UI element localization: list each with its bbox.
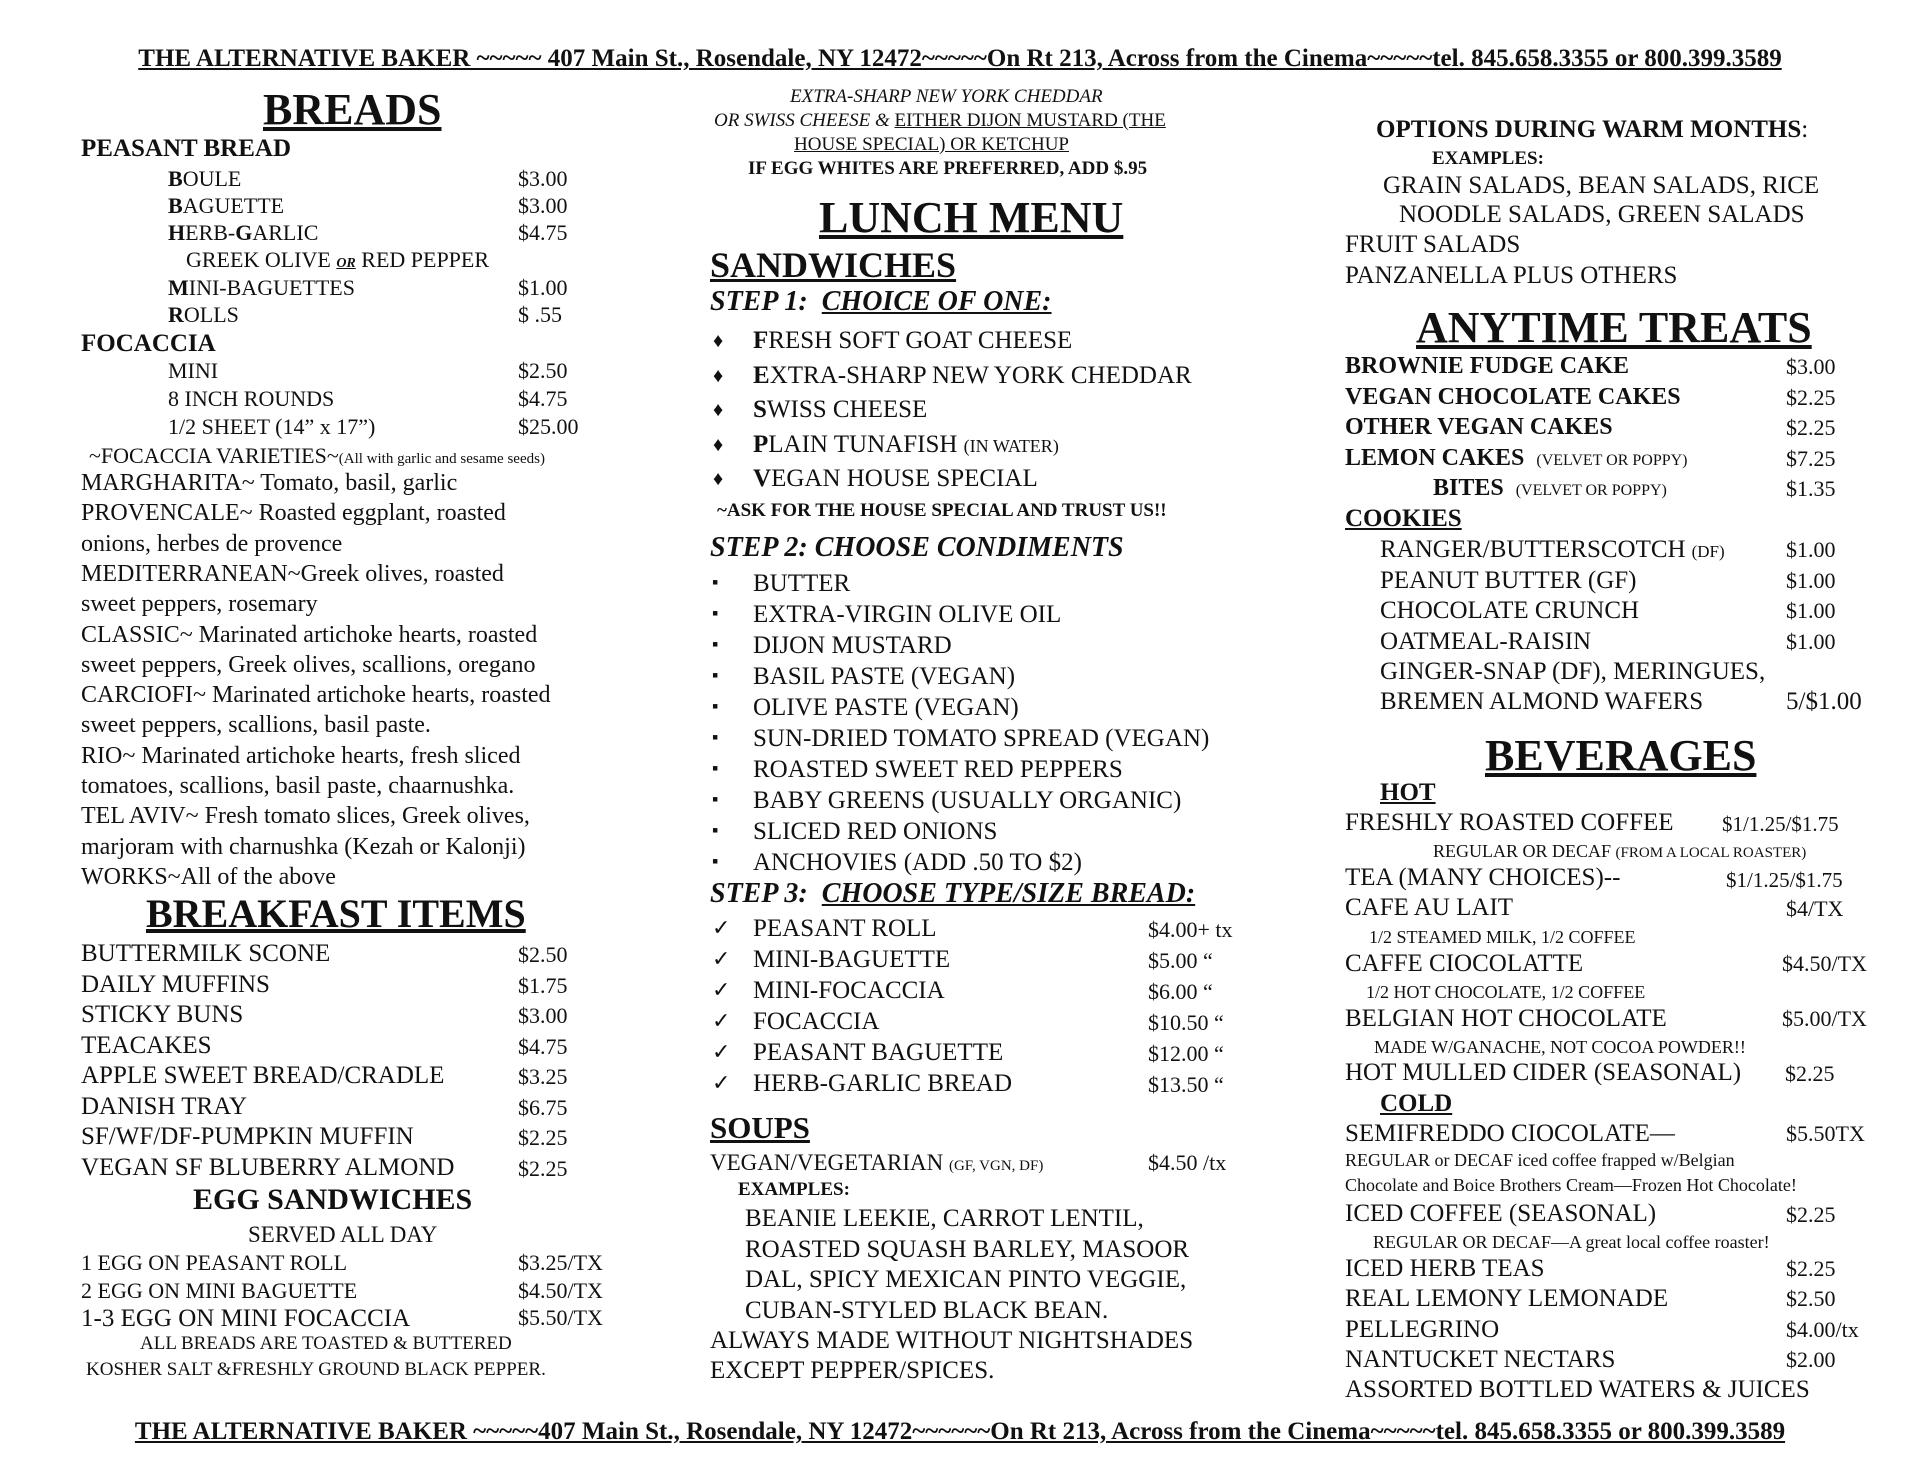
breakfast-item-price: $2.25 — [518, 1155, 568, 1181]
bread-option-name: MINI-FOCACCIA — [753, 977, 945, 1004]
treat-item — [1345, 445, 1688, 472]
egg-subtitle: SERVED ALL DAY — [248, 1222, 438, 1247]
check-icon: ✓ — [712, 977, 731, 1002]
check-icon: ✓ — [712, 946, 731, 971]
step1-item-note: (IN WATER) — [963, 435, 1059, 456]
check-icon: ✓ — [712, 1070, 731, 1095]
variety-line: RIO~ Marinated artichoke hearts, fresh sliced — [81, 742, 521, 769]
egg-cheese-line-2a: OR SWISS CHEESE & — [714, 110, 895, 131]
belgian-name: BELGIAN HOT CHOCOLATE — [1345, 1005, 1667, 1032]
soup-line — [710, 1150, 1043, 1176]
bread-option-price: $12.00 “ — [1148, 1041, 1224, 1066]
breakfast-item-name: SF/WF/DF-PUMPKIN MUFFIN — [81, 1123, 414, 1150]
peasant-item-initial-2: G — [235, 220, 253, 245]
cold-drink-name: ICED HERB TEAS — [1345, 1255, 1545, 1282]
ciocolatte-price: $4.50/TX — [1782, 951, 1867, 976]
step1-item-initial: E — [753, 361, 770, 389]
egg-whites-note: IF EGG WHITES ARE PREFERRED, ADD $.95 — [748, 158, 1148, 179]
cookie-item-price: $1.00 — [1786, 537, 1836, 562]
breakfast-item-name: DAILY MUFFINS — [81, 970, 270, 998]
peasant-item-price: $ .55 — [518, 302, 562, 327]
breakfast-item-name: TEACAKES — [81, 1031, 212, 1059]
step1-item-rest: WISS CHEESE — [766, 396, 928, 423]
condiment-item: OLIVE PASTE (VEGAN) — [753, 694, 1019, 721]
egg-cheese-line-3: HOUSE SPECIAL) OR KETCHUP — [794, 134, 1069, 155]
cookies-line-5: GINGER-SNAP (DF), MERINGUES, — [1380, 658, 1766, 685]
step1-item — [753, 362, 1192, 390]
warm-examples-label: EXAMPLES: — [1432, 148, 1544, 169]
focaccia-item-name: MINI — [168, 358, 219, 383]
peasant-item-rest: ERB- — [185, 220, 236, 245]
condiment-item: ANCHOVIES (ADD .50 TO $2) — [753, 849, 1082, 876]
cold-drink-price: $2.00 — [1786, 1346, 1836, 1372]
peasant-item-initial: M — [168, 275, 189, 300]
square-bullet-icon: ▪ — [712, 696, 719, 716]
treat-item-note: (VELVET OR POPPY) — [1536, 451, 1688, 469]
greek-olive-line — [186, 247, 489, 273]
nightshades-line-2: EXCEPT PEPPER/SPICES. — [710, 1357, 995, 1384]
coffee-note — [1433, 841, 1806, 862]
coffee-name: FRESHLY ROASTED COFFEE — [1345, 809, 1674, 836]
peasant-item-initial: R — [168, 302, 184, 327]
treats-title: ANYTIME TREATS — [1416, 303, 1812, 352]
cider-price: $2.25 — [1785, 1061, 1835, 1086]
focaccia-item-name: 8 INCH ROUNDS — [168, 386, 335, 411]
bottled-waters: ASSORTED BOTTLED WATERS & JUICES — [1345, 1376, 1810, 1403]
aulait-price: $4/TX — [1786, 896, 1844, 921]
variety-line: PROVENCALE~ Roasted eggplant, roasted — [81, 500, 506, 527]
breakfast-item-name: APPLE SWEET BREAD/CRADLE — [81, 1062, 445, 1089]
soup-examples-label: EXAMPLES: — [738, 1179, 850, 1200]
varieties-note: (All with garlic and sesame seeds) — [338, 451, 545, 467]
breakfast-title: BREAKFAST ITEMS — [146, 891, 526, 936]
step1-item — [753, 327, 1072, 355]
step3-text: CHOOSE TYPE/SIZE BREAD: — [821, 878, 1196, 909]
egg-item-price: $5.50/TX — [518, 1305, 603, 1330]
greek-olive-or: OR — [336, 256, 356, 271]
bread-option-name: HERB-GARLIC BREAD — [753, 1070, 1013, 1097]
greek-olive-text: GREEK OLIVE — [186, 247, 331, 272]
warm-line-1: GRAIN SALADS, BEAN SALADS, RICE — [1383, 172, 1820, 199]
cookie-item-price: $1.00 — [1786, 598, 1836, 623]
coffee-price: $1/1.25/$1.75 — [1722, 812, 1839, 836]
warm-months-text: OPTIONS DURING WARM MONTHS — [1376, 116, 1802, 143]
variety-line: tomatoes, scallions, basil paste, chaarnushka. — [81, 773, 515, 799]
step3-label: STEP 3: — [710, 878, 808, 909]
bread-option-name: MINI-BAGUETTE — [753, 946, 951, 973]
nightshades-line-1: ALWAYS MADE WITHOUT NIGHTSHADES — [710, 1327, 1194, 1354]
step1-item — [753, 431, 1059, 459]
breakfast-item-price: $2.25 — [518, 1125, 568, 1150]
warm-line-4: PANZANELLA PLUS OTHERS — [1345, 262, 1678, 289]
square-bullet-icon: ▪ — [712, 634, 719, 654]
cookie-item-price: $1.00 — [1786, 567, 1836, 593]
variety-line: CARCIOFI~ Marinated artichoke hearts, roasted — [81, 682, 551, 709]
semifreddo-name: SEMIFREDDO CIOCOLATE— — [1345, 1120, 1675, 1147]
egg-title: EGG SANDWICHES — [193, 1183, 473, 1216]
soup-example-line: CUBAN-STYLED BLACK BEAN. — [745, 1296, 1109, 1324]
egg-item-name: 1-3 EGG ON MINI FOCACCIA — [81, 1305, 411, 1332]
variety-line: sweet peppers, rosemary — [81, 591, 318, 618]
treat-item-price: $2.25 — [1786, 384, 1836, 410]
treat-item-name: OTHER VEGAN CAKES — [1345, 414, 1613, 440]
cookies-line-6-price: 5/$1.00 — [1786, 688, 1862, 715]
egg-item-price: $3.25/TX — [518, 1250, 603, 1275]
iced-coffee-note: REGULAR OR DECAF—A great local coffee roaster! — [1373, 1232, 1770, 1252]
bread-option-name: PEASANT BAGUETTE — [753, 1039, 1004, 1066]
step1-item-initial: F — [753, 327, 769, 354]
peasant-item-rest: OULE — [182, 166, 242, 191]
egg-item-name: 2 EGG ON MINI BAGUETTE — [81, 1277, 358, 1303]
peasant-item — [168, 275, 355, 301]
house-special-note: ~ASK FOR THE HOUSE SPECIAL AND TRUST US!! — [717, 500, 1167, 521]
bread-option-name: FOCACCIA — [753, 1008, 880, 1035]
breakfast-item-price: $6.75 — [518, 1094, 568, 1120]
step1-item-rest: LAIN TUNAFISH — [768, 430, 964, 458]
treat-item — [1345, 384, 1681, 411]
step1-item-initial: P — [753, 430, 769, 458]
belgian-price: $5.00/TX — [1782, 1006, 1867, 1031]
step1-item-initial: V — [753, 465, 772, 492]
breakfast-item-price: $3.25 — [518, 1064, 568, 1089]
varieties-title-line — [89, 443, 545, 469]
step1-heading — [710, 286, 1052, 318]
egg-item-name: 1 EGG ON PEASANT ROLL — [81, 1250, 348, 1275]
soup-note: (GF, VGN, DF) — [948, 1158, 1044, 1174]
cold-drink-name: NANTUCKET NECTARS — [1345, 1345, 1616, 1373]
treat-item-name: BROWNIE FUDGE CAKE — [1345, 353, 1630, 379]
variety-line: MARGHARITA~ Tomato, basil, garlic — [81, 470, 458, 496]
treat-item-price: $2.25 — [1786, 415, 1836, 440]
peasant-item-price: $4.75 — [518, 220, 568, 245]
footer-banner: THE ALTERNATIVE BAKER ~~~~~407 Main St., Rosendale, NY 12472~~~~~~On Rt 213, Across from the Cinema~~~~~tel. 845.658.3355 or 800.399.3589 — [134, 1418, 1786, 1445]
soup-example-line: DAL, SPICY MEXICAN PINTO VEGGIE, — [745, 1266, 1187, 1293]
semifreddo-note-1: REGULAR or DECAF iced coffee frapped w/Belgian — [1345, 1150, 1735, 1170]
cold-drink-name: PELLEGRINO — [1345, 1315, 1500, 1343]
coffee-note-a: REGULAR OR DECAF — [1433, 841, 1616, 861]
step1-item-rest: RESH SOFT GOAT CHEESE — [768, 327, 1073, 354]
tea-name: TEA (MANY CHOICES)-- — [1345, 864, 1621, 891]
peasant-item-rest: AGUETTE — [182, 193, 285, 218]
check-icon: ✓ — [712, 1008, 731, 1033]
cookie-item — [1380, 628, 1591, 656]
variety-line: sweet peppers, scallions, basil paste. — [81, 712, 431, 739]
cold-drink-price: $4.00/tx — [1786, 1316, 1859, 1342]
focaccia-title: FOCACCIA — [81, 330, 216, 357]
egg-note-2: KOSHER SALT &FRESHLY GROUND BLACK PEPPER. — [86, 1359, 546, 1380]
square-bullet-icon: ▪ — [712, 820, 719, 840]
bread-option-price: $4.00+ tx — [1148, 917, 1233, 942]
square-bullet-icon: ▪ — [712, 572, 719, 592]
hot-title: HOT — [1380, 779, 1436, 806]
peasant-item-price: $1.00 — [518, 275, 568, 300]
check-icon: ✓ — [712, 1039, 731, 1064]
header-banner: THE ALTERNATIVE BAKER ~~~~~ 407 Main St., Rosendale, NY 12472~~~~~On Rt 213, Across from the Cinema~~~~~tel. 845.658.3355 or 800.399.3589 — [138, 45, 1782, 72]
peasant-item-rest: INI-BAGUETTES — [188, 275, 355, 300]
breakfast-item-price: $1.75 — [518, 972, 568, 998]
cookie-item-name: PEANUT BUTTER (GF) — [1380, 566, 1637, 594]
peasant-item-price: $3.00 — [518, 193, 568, 218]
diamond-bullet-icon: ♦ — [713, 364, 724, 387]
sandwiches-title: SANDWICHES — [710, 245, 957, 285]
treat-item-price: $3.00 — [1786, 354, 1836, 379]
soup-example-line: ROASTED SQUASH BARLEY, MASOOR — [745, 1235, 1190, 1263]
variety-line: WORKS~All of the above — [81, 863, 336, 890]
ciocolatte-name: CAFFE CIOCOLATTE — [1345, 950, 1584, 977]
semifreddo-price: $5.50TX — [1786, 1121, 1865, 1146]
treat-item-name: LEMON CAKES — [1345, 444, 1525, 471]
peasant-item-price: $3.00 — [518, 166, 568, 191]
treat-item — [1345, 414, 1613, 441]
peasant-item — [168, 302, 239, 328]
egg-cheese-line-1: EXTRA-SHARP NEW YORK CHEDDAR — [790, 86, 1103, 107]
square-bullet-icon: ▪ — [712, 665, 719, 685]
cookie-item-name: OATMEAL-RAISIN — [1380, 627, 1592, 655]
step1-item — [753, 465, 1038, 493]
treat-item-note: (VELVET OR POPPY) — [1515, 482, 1667, 499]
semifreddo-note-2: Chocolate and Boice Brothers Cream—Frozen Hot Chocolate! — [1345, 1175, 1797, 1195]
peasant-title: PEASANT BREAD — [81, 135, 291, 162]
variety-line: CLASSIC~ Marinated artichoke hearts, roasted — [81, 621, 538, 648]
warm-line-3: FRUIT SALADS — [1345, 231, 1521, 258]
focaccia-item-name: 1/2 SHEET (14” x 17”) — [168, 414, 376, 439]
cookie-item-name: CHOCOLATE CRUNCH — [1380, 597, 1640, 624]
square-bullet-icon: ▪ — [712, 727, 719, 747]
tea-price: $1/1.25/$1.75 — [1726, 868, 1843, 892]
cookie-item-note: (DF) — [1691, 542, 1725, 561]
step2-heading: STEP 2: CHOOSE CONDIMENTS — [710, 532, 1124, 563]
cookie-item-price: $1.00 — [1786, 628, 1836, 654]
treat-item — [1345, 353, 1629, 380]
breakfast-item-name: STICKY BUNS — [81, 1001, 244, 1028]
belgian-note: MADE W/GANACHE, NOT COCOA POWDER!! — [1374, 1037, 1746, 1057]
warm-line-2: NOODLE SALADS, GREEN SALADS — [1399, 201, 1805, 228]
aulait-note: 1/2 STEAMED MILK, 1/2 COFFEE — [1369, 927, 1636, 947]
cookies-title: COOKIES — [1345, 505, 1462, 532]
step1-text: CHOICE OF ONE: — [821, 286, 1052, 317]
variety-line: MEDITERRANEAN~Greek olives, roasted — [81, 560, 504, 587]
breakfast-item-price: $4.75 — [518, 1033, 568, 1059]
step3-heading — [710, 878, 1195, 910]
soup-example-line: BEANIE LEEKIE, CARROT LENTIL, — [745, 1205, 1144, 1232]
condiment-item: BABY GREENS (USUALLY ORGANIC) — [753, 787, 1182, 814]
peasant-item — [168, 220, 318, 246]
condiment-item: SLICED RED ONIONS — [753, 818, 998, 845]
cookie-item — [1380, 536, 1725, 564]
ciocolatte-note: 1/2 HOT CHOCOLATE, 1/2 COFFEE — [1366, 982, 1646, 1002]
peasant-item-rest: OLLS — [183, 302, 239, 327]
lunch-title: LUNCH MENU — [819, 193, 1124, 242]
bread-option-price: $13.50 “ — [1148, 1072, 1224, 1097]
treat-item — [1433, 475, 1667, 502]
diamond-bullet-icon: ♦ — [713, 468, 724, 490]
step1-item-rest: EGAN HOUSE SPECIAL — [771, 465, 1038, 492]
condiment-item: BASIL PASTE (VEGAN) — [753, 663, 1016, 690]
variety-line: sweet peppers, Greek olives, scallions, oregano — [81, 651, 536, 678]
diamond-bullet-icon: ♦ — [713, 399, 724, 421]
variety-line: TEL AVIV~ Fresh tomato slices, Greek olives, — [81, 803, 530, 830]
square-bullet-icon: ▪ — [712, 851, 719, 871]
breakfast-item-price: $2.50 — [518, 942, 568, 967]
cider-name: HOT MULLED CIDER (SEASONAL) — [1345, 1059, 1742, 1086]
egg-item-price: $4.50/TX — [518, 1277, 603, 1303]
cookie-item — [1380, 567, 1636, 595]
square-bullet-icon: ▪ — [712, 789, 719, 809]
egg-cheese-line-2 — [714, 110, 1166, 132]
variety-line: marjoram with charnushka (Kezah or Kalonji) — [81, 833, 526, 860]
focaccia-item-price: $25.00 — [518, 414, 579, 439]
step1-item-rest: XTRA-SHARP NEW YORK CHEDDAR — [769, 361, 1192, 389]
peasant-item-rest-2: ARLIC — [252, 220, 319, 245]
coffee-note-b: (FROM A LOCAL ROASTER) — [1615, 845, 1807, 861]
breads-title: BREADS — [263, 85, 442, 134]
bread-option-price: $10.50 “ — [1148, 1010, 1224, 1035]
peasant-item — [168, 166, 241, 192]
treat-item-price: $1.35 — [1786, 476, 1836, 501]
warm-months-colon: : — [1801, 116, 1809, 143]
bread-option-price: $5.00 “ — [1148, 948, 1213, 973]
breakfast-item-price: $3.00 — [518, 1003, 568, 1028]
treat-item-name: BITES — [1433, 475, 1504, 501]
cold-drink-name: REAL LEMONY LEMONADE — [1345, 1285, 1669, 1313]
diamond-bullet-icon: ♦ — [713, 433, 724, 456]
cold-title: COLD — [1380, 1090, 1453, 1117]
peasant-item-initial: H — [168, 220, 186, 245]
iced-coffee-price: $2.25 — [1786, 1202, 1836, 1227]
condiment-item: BUTTER — [753, 570, 851, 597]
soup-name: VEGAN/VEGETARIAN — [710, 1150, 944, 1175]
condiment-item: EXTRA-VIRGIN OLIVE OIL — [753, 601, 1062, 628]
peasant-item — [168, 193, 284, 219]
condiment-item: SUN-DRIED TOMATO SPREAD (VEGAN) — [753, 725, 1210, 752]
bread-option-name: PEASANT ROLL — [753, 915, 937, 942]
varieties-title: ~FOCACCIA VARIETIES~ — [89, 443, 339, 468]
beverages-title: BEVERAGES — [1485, 731, 1757, 780]
treat-item-name: VEGAN CHOCOLATE CAKES — [1345, 383, 1681, 410]
step1-label: STEP 1: — [710, 286, 808, 317]
iced-coffee-name: ICED COFFEE (SEASONAL) — [1345, 1200, 1657, 1227]
condiment-item: DIJON MUSTARD — [753, 632, 952, 659]
peasant-item-initial: B — [168, 193, 183, 218]
variety-line: onions, herbes de provence — [81, 530, 343, 557]
condiment-item: ROASTED SWEET RED PEPPERS — [753, 756, 1123, 783]
breakfast-item-name: BUTTERMILK SCONE — [81, 940, 331, 967]
cold-drink-price: $2.25 — [1786, 1256, 1836, 1281]
warm-months-title — [1376, 116, 1808, 144]
cookies-line-6: BREMEN ALMOND WAFERS — [1380, 688, 1704, 715]
aulait-name: CAFE AU LAIT — [1345, 894, 1514, 921]
focaccia-item-price: $4.75 — [518, 386, 568, 411]
square-bullet-icon: ▪ — [712, 758, 719, 778]
square-bullet-icon: ▪ — [712, 603, 719, 623]
treat-item-price: $7.25 — [1786, 445, 1836, 471]
soups-title: SOUPS — [710, 1110, 810, 1145]
check-icon: ✓ — [712, 915, 731, 940]
step1-item — [753, 396, 927, 424]
peasant-item-initial: B — [168, 166, 183, 191]
diamond-bullet-icon: ♦ — [713, 330, 724, 352]
breakfast-item-name: DANISH TRAY — [81, 1092, 248, 1120]
red-pepper-text: RED PEPPER — [361, 247, 490, 272]
breakfast-item-name: VEGAN SF BLUBERRY ALMOND — [81, 1153, 455, 1181]
bread-option-price: $6.00 “ — [1148, 979, 1213, 1004]
cookie-item-name: RANGER/BUTTERSCOTCH — [1380, 536, 1686, 563]
egg-cheese-line-2b: EITHER DIJON MUSTARD (THE — [894, 110, 1166, 131]
egg-note-1: ALL BREADS ARE TOASTED & BUTTERED — [140, 1333, 512, 1354]
focaccia-item-price: $2.50 — [518, 358, 568, 383]
cold-drink-price: $2.50 — [1786, 1286, 1836, 1312]
cookie-item — [1380, 597, 1639, 625]
soup-price: $4.50 /tx — [1148, 1150, 1227, 1175]
step1-item-initial: S — [753, 396, 767, 423]
